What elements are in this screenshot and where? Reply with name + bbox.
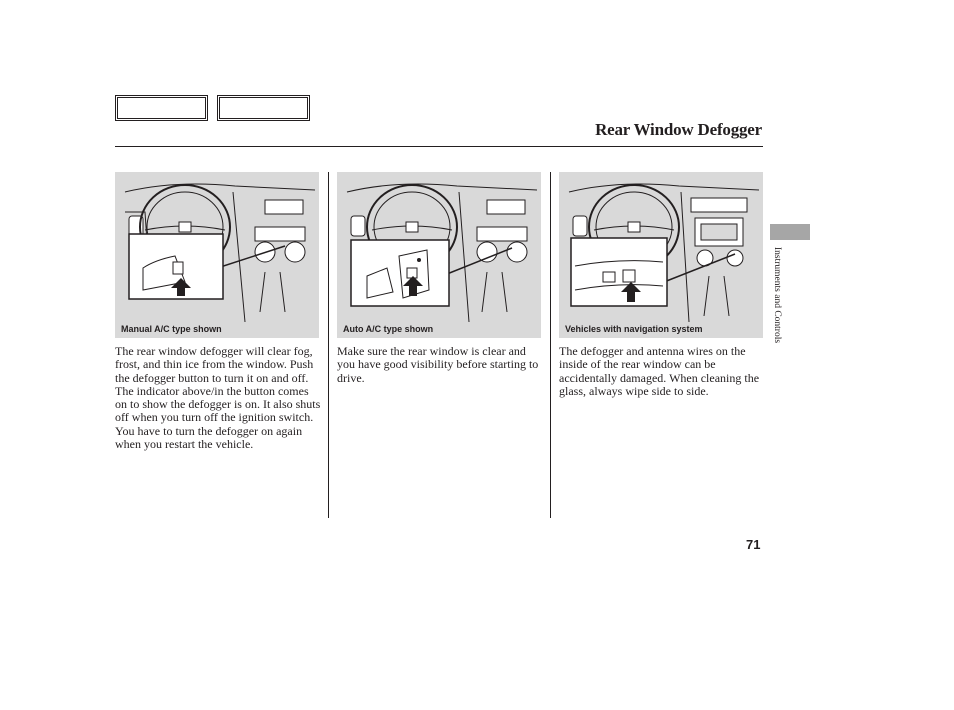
nav-box-1[interactable]	[115, 95, 208, 121]
column-divider-2	[550, 172, 551, 518]
page-title: Rear Window Defogger	[595, 120, 762, 139]
caption: Auto A/C type shown	[343, 324, 434, 334]
dashboard-illustration	[115, 172, 319, 338]
column-divider-1	[328, 172, 329, 518]
caption: Manual A/C type shown	[121, 324, 222, 334]
section-label-text: Instruments and Controls	[772, 247, 782, 344]
page-number: 71	[746, 537, 761, 552]
body-text-3: The defogger and antenna wires on the inside of the rear window can be accidentally damaged. When cleaning the glass, always wipe side to side.	[559, 344, 760, 398]
dashboard-illustration	[337, 172, 541, 338]
nav-box-2[interactable]	[217, 95, 310, 121]
body-text-2: Make sure the rear window is clear and you have good visibility before starting to drive.	[337, 344, 539, 385]
body-text-1: The rear window defogger will clear fog, frost, and thin ice from the window. Push the defogger button to turn it on and off. The indicator above/in the button comes on to show the defogger is on. It also shuts off when you turn off the ignition switch. You have to turn the defogger on again when you restart the vehicle.	[115, 344, 321, 452]
caption: Vehicles with navigation system	[565, 324, 703, 334]
title-rule	[115, 146, 763, 147]
dashboard-illustration	[559, 172, 763, 338]
section-tab[interactable]	[770, 224, 810, 240]
illustration-manual-ac	[115, 172, 319, 338]
illustration-auto-ac	[337, 172, 541, 338]
section-label	[770, 247, 784, 387]
illustration-navigation	[559, 172, 763, 338]
